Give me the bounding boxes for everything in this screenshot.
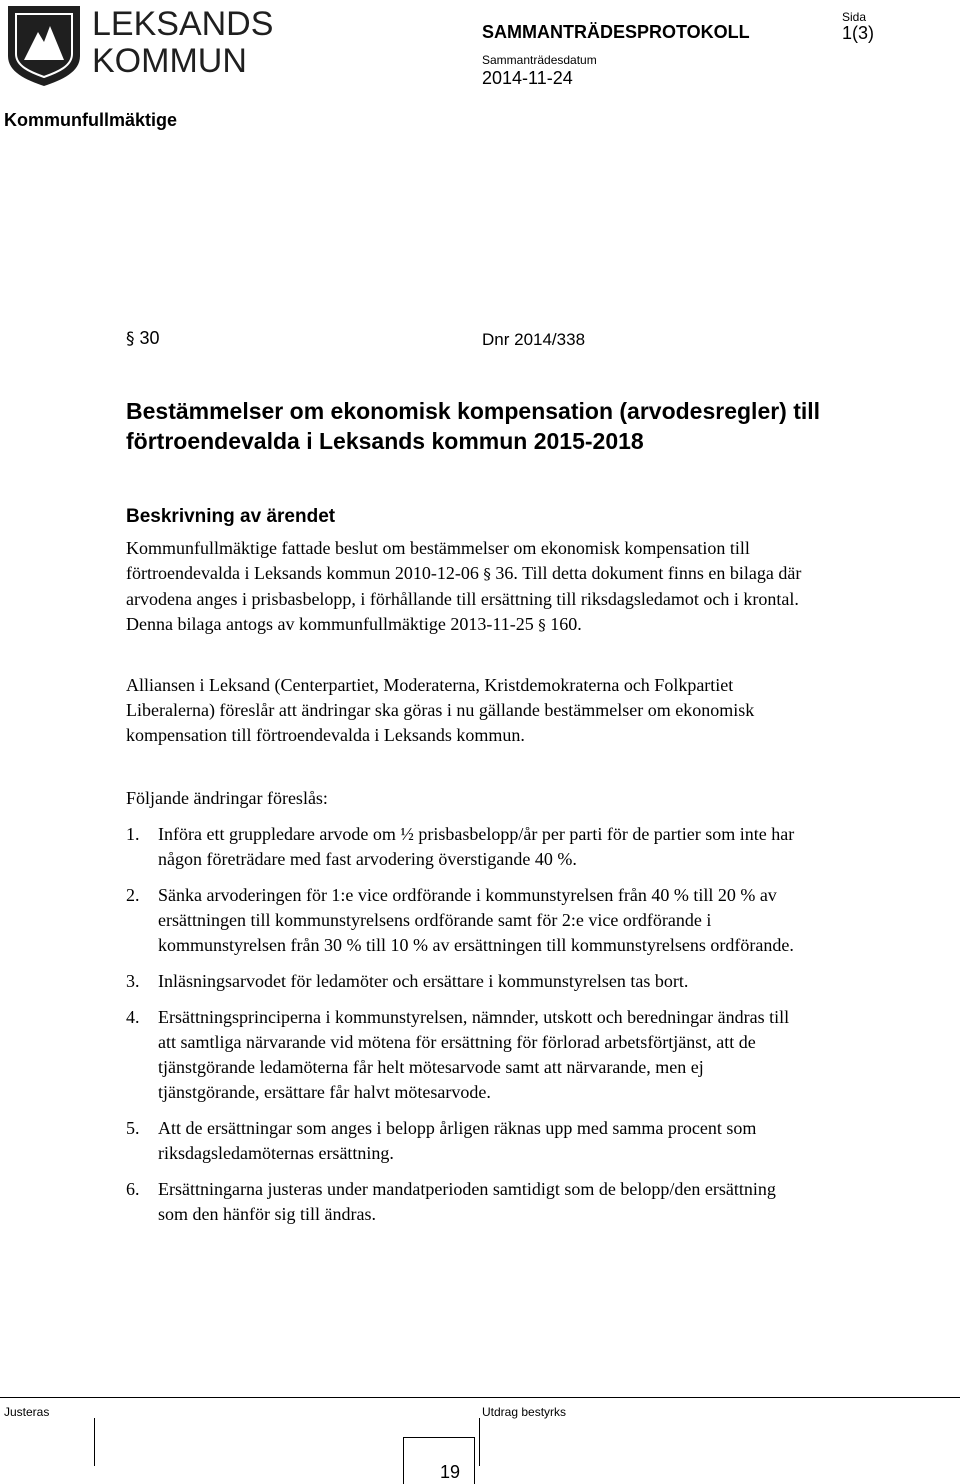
proposal-text: Ersättningsprinciperna i kommunstyrelsen, nämnder, utskott och beredningar ändras till att samtliga närvarande vid mötena för ersättning för förlorad arbetsförtjänst, att de tjänstgörande ledamöterna får helt mötesarvode samt att närvarande, men ej tjänstgörande, ersättare får halvt mötesarvode. xyxy=(158,1007,790,1102)
proposal-item xyxy=(126,822,806,872)
proposal-item xyxy=(126,969,806,994)
description-text-2: 36. Till detta dokument finns en bilaga där arvodena anges i prisbasbelopp, i förhållande till ersättning till riksdagsledamot och i krontal. Denna bilaga antogs av kommunfullmäktige 2013-11-25 xyxy=(126,563,802,634)
proposal-list xyxy=(126,822,806,1238)
document-title: SAMMANTRÄDESPROTOKOLL xyxy=(482,22,750,42)
logo-line-1: LEKSANDS xyxy=(92,5,274,43)
proposal-number: 5. xyxy=(126,1118,140,1138)
justeras-label: Justeras xyxy=(4,1405,50,1419)
proposal-item xyxy=(126,1177,806,1227)
page-label: Sida xyxy=(842,10,867,24)
meeting-date-label: Sammanträdesdatum xyxy=(482,53,597,67)
page-number: 1(3) xyxy=(842,23,875,43)
proposal-number: 2. xyxy=(126,885,140,905)
proposal-number: 3. xyxy=(126,971,140,991)
description-text-3: 160. xyxy=(545,614,582,634)
proposals-intro: Följande ändringar föreslås: xyxy=(126,788,328,808)
paragraph-number-value: 30 xyxy=(139,328,160,348)
paragraph-sign: § xyxy=(538,616,546,634)
utdrag-bestyrks-label: Utdrag bestyrks xyxy=(482,1405,567,1419)
logo-line-2: KOMMUN xyxy=(92,42,247,80)
proposal-text: Inläsningsarvodet för ledamöter och ersättare i kommunstyrelsen tas bort. xyxy=(158,971,689,991)
meeting-date: 2014-11-24 xyxy=(482,68,573,88)
proposal-text: Ersättningarna justeras under mandatperioden samtidigt som de belopp/den ersättning som den hänför sig till ändras. xyxy=(158,1179,776,1224)
proposal-text: Att de ersättningar som anges i belopp årligen räknas upp med samma procent som riksdagsledamöternas ersättning. xyxy=(158,1118,757,1163)
proposal-item xyxy=(126,883,806,958)
proposal-item xyxy=(126,1116,806,1166)
footer-divider xyxy=(0,1397,960,1398)
signature-divider xyxy=(479,1418,480,1466)
item-heading: Bestämmelser om ekonomisk kompensation (arvodesregler) till förtroendevalda i Leksands kommun 2015-2018 xyxy=(126,398,821,454)
leksands-kommun-logo xyxy=(4,2,274,86)
page-number-box xyxy=(403,1437,475,1484)
paragraph-sign: § xyxy=(483,565,491,583)
paragraph-number xyxy=(126,328,160,349)
proposal-text: Sänka arvoderingen för 1:e vice ordförande i kommunstyrelsen från 40 % till 20 % av ersättningen till kommunstyrelsens ordförande samt för 2:e vice ordförande i kommunstyrelsen från 30 % till 10 % av ersättningen till kommunstyrelsens ordförande. xyxy=(158,885,794,955)
description-text-1: Kommunfullmäktige fattade beslut om bestämmelser om ekonomisk kompensation till förtroendevalda i Leksands kommun 2010-12-06 xyxy=(126,538,750,583)
body-name: Kommunfullmäktige xyxy=(4,110,178,130)
paragraph-sign: § xyxy=(126,329,135,349)
diary-number: Dnr 2014/338 xyxy=(482,330,586,349)
signature-divider xyxy=(94,1418,95,1466)
description-paragraph xyxy=(126,536,806,638)
section-heading: Beskrivning av ärendet xyxy=(126,506,336,527)
alliance-paragraph: Alliansen i Leksand (Centerpartiet, Moderaterna, Kristdemokraterna och Folkpartiet Liberalerna) föreslår att ändringar ska göras i nu gällande bestämmelser om ekonomisk kompensation till förtroendevalda i Leksands kommun. xyxy=(126,675,755,745)
proposal-text: Införa ett gruppledare arvode om ½ prisbasbelopp/år per parti för de partier som inte har någon företrädare med fast arvodering överstigande 40 %. xyxy=(158,824,795,869)
footer-page-number: 19 xyxy=(440,1462,461,1482)
proposal-item xyxy=(126,1005,806,1105)
proposal-number: 6. xyxy=(126,1179,140,1199)
proposal-number: 1. xyxy=(126,824,140,844)
proposal-number: 4. xyxy=(126,1007,140,1027)
